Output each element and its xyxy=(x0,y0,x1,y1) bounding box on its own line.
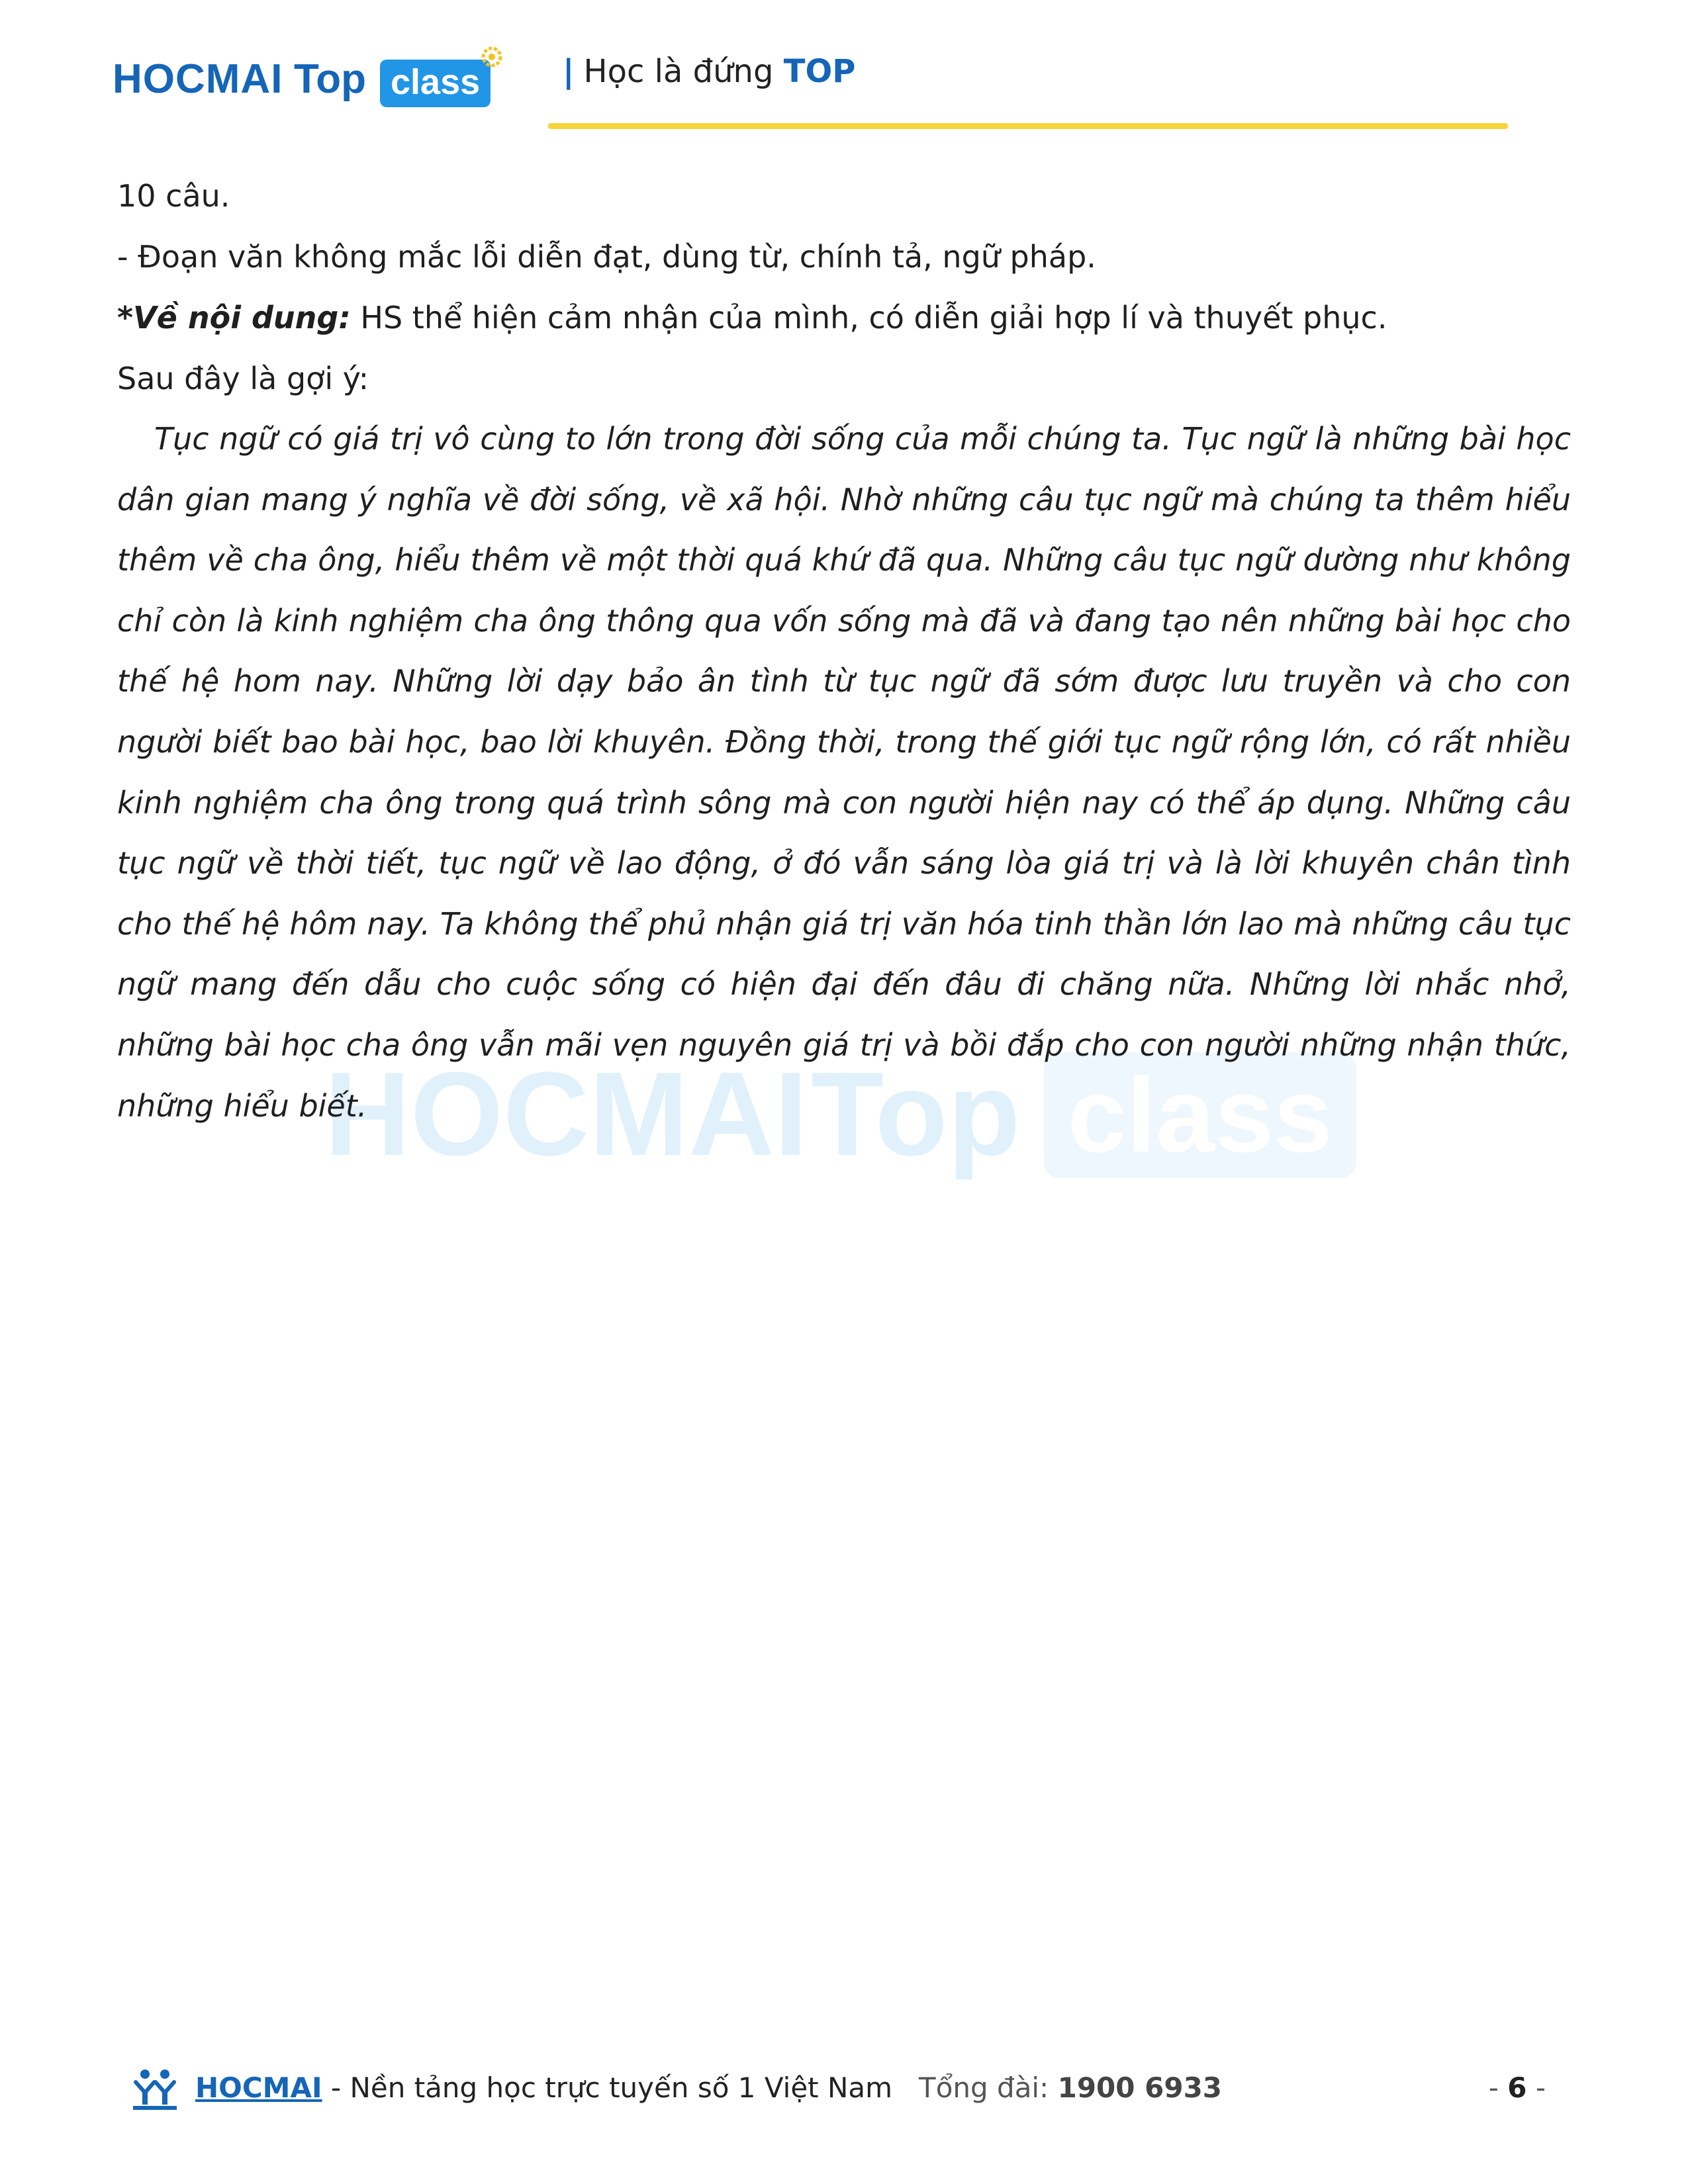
tagline-bar: | xyxy=(563,53,575,90)
criteria-label: *Về nội dung: xyxy=(117,300,351,336)
text-line-1: 10 câu. xyxy=(117,178,230,214)
sun-gear-icon xyxy=(480,45,504,69)
logo-top-text: Top xyxy=(294,56,367,102)
watermark-class: class xyxy=(1044,1052,1356,1178)
logo-hocmai-text: HOCMAI xyxy=(113,56,283,102)
page-number: - 6 - xyxy=(1488,2071,1546,2104)
footer-text xyxy=(195,2071,1222,2104)
page-footer xyxy=(129,2066,1572,2113)
sample-paragraph-text: Tục ngữ có giá trị vô cùng to lớn trong đời sống của mỗi chúng ta. Tục ngữ là những bài học dân gian mang ý nghĩa về đời sống, về xã hội. Nhờ những câu tục ngữ mà chúng ta thêm hiểu thêm về cha ông, hiểu thêm về một thời quá khứ đã qua. Những câu tục ngữ dường như không chỉ còn là kinh nghiệm cha ông thông qua vốn sống mà đã và đang tạo nên những bài học cho thế hệ hom nay. Những lời dạy bảo ân tình từ tục ngữ đã sớm được lưu truyền và cho con người biết bao bài học, bao lời khuyên. Đồng thời, trong thế giới tục ngữ rộng lớn, có rất nhiều kinh nghiệm cha ông trong quá trình sông mà con người hiện nay có thể áp dụng. Những câu tục ngữ về thời tiết, tục ngữ về lao động, ở đó vẫn sáng lòa giá trị và là lời khuyên chân tình cho thế hệ hôm nay. Ta không thể phủ nhận giá trị văn hóa tinh thần lớn lao mà những câu tục ngữ mang đến dẫu cho cuộc sống có hiện đại đến đâu đi chăng nữa. Những lời nhắc nhở, những bài học cha ông vẫn mãi vẹn nguyên giá trị và bồi đắp cho con người những nhận thức, những hiểu biết. xyxy=(117,421,1571,1124)
document-body xyxy=(117,165,1571,1136)
footer-tagline: - Nền tảng học trực tuyến số 1 Việt Nam xyxy=(322,2071,893,2104)
criteria-line xyxy=(117,287,1571,348)
hocmai-people-icon xyxy=(129,2066,181,2113)
criteria-text: HS thể hiện cảm nhận của mình, có diễn giải hợp lí và thuyết phục. xyxy=(350,300,1387,336)
hotline-label: Tổng đài: xyxy=(919,2071,1058,2104)
header-tagline xyxy=(563,53,855,90)
logo-class-badge: class xyxy=(380,60,491,107)
hotline-number: 1900 6933 xyxy=(1057,2071,1223,2104)
sample-paragraph xyxy=(117,409,1571,1136)
suggestion-intro: Sau đây là gợi ý: xyxy=(117,361,369,396)
text-line-2: - Đoạn văn không mắc lỗi diễn đạt, dùng từ, chính tả, ngữ pháp. xyxy=(117,239,1096,275)
watermark-top: Top xyxy=(811,1048,1021,1181)
header-divider xyxy=(548,123,1508,129)
watermark-hocmai: HOCMAI xyxy=(324,1048,808,1181)
footer-brand-link[interactable]: HOCMAI xyxy=(195,2071,322,2104)
tagline-prefix: Học là đứng xyxy=(583,53,774,90)
tagline-emphasis: TOP xyxy=(783,53,856,90)
